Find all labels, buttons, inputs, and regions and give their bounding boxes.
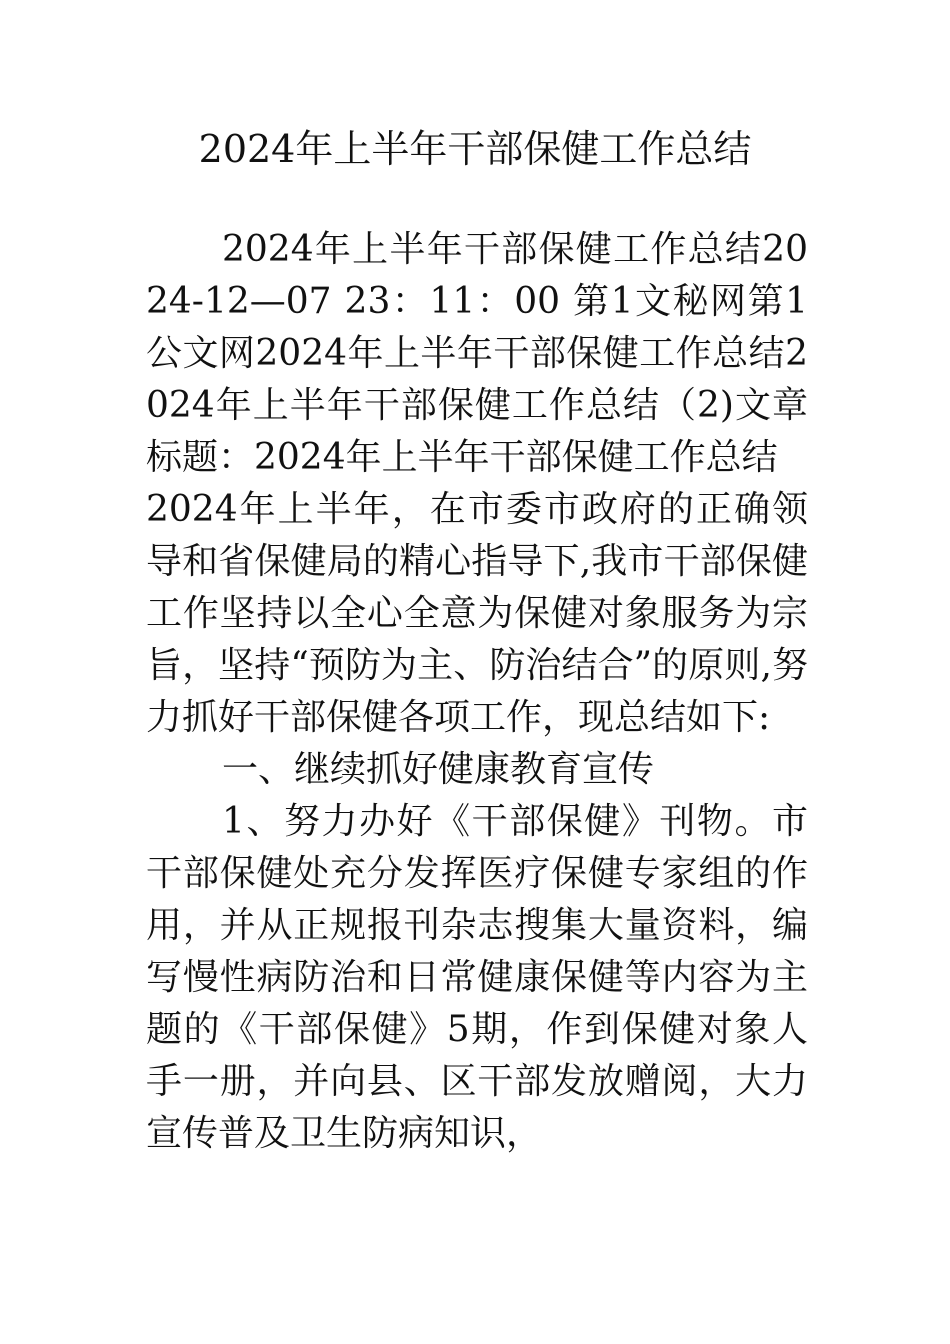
section-heading-1: 一、继续抓好健康教育宣传 [222, 749, 655, 790]
document-body [146, 224, 808, 1160]
document-title: 2024年上半年干部保健工作总结 [198, 127, 752, 171]
paragraph-intro: 2024年上半年，在市委市政府的正确领导和省保健局的精心指导下,我市干部保健工作坚持以全心全意为保健对象服务为宗旨，坚持“预防为主、防治结合”的原则,努力抓好干部保健各项工作，现总结如下: [146, 489, 808, 738]
paragraph-item-1: 1、努力办好《干部保健》刊物。市干部保健处充分发挥医疗保健专家组的作用，并从正规报刊杂志搜集大量资料，编写慢性病防治和日常健康保健等内容为主题的《干部保健》5期，作到保健对象人手一册，并向县、区干部发放赠阅，大力宣传普及卫生防病知识， [146, 801, 808, 1154]
paragraph-header-info: 2024年上半年干部保健工作总结2024-12—07 23：11：00 第1文秘网第1公文网2024年上半年干部保健工作总结2024年上半年干部保健工作总结（2)文章标题：2024年上半年干部保健工作总结 [146, 229, 808, 478]
